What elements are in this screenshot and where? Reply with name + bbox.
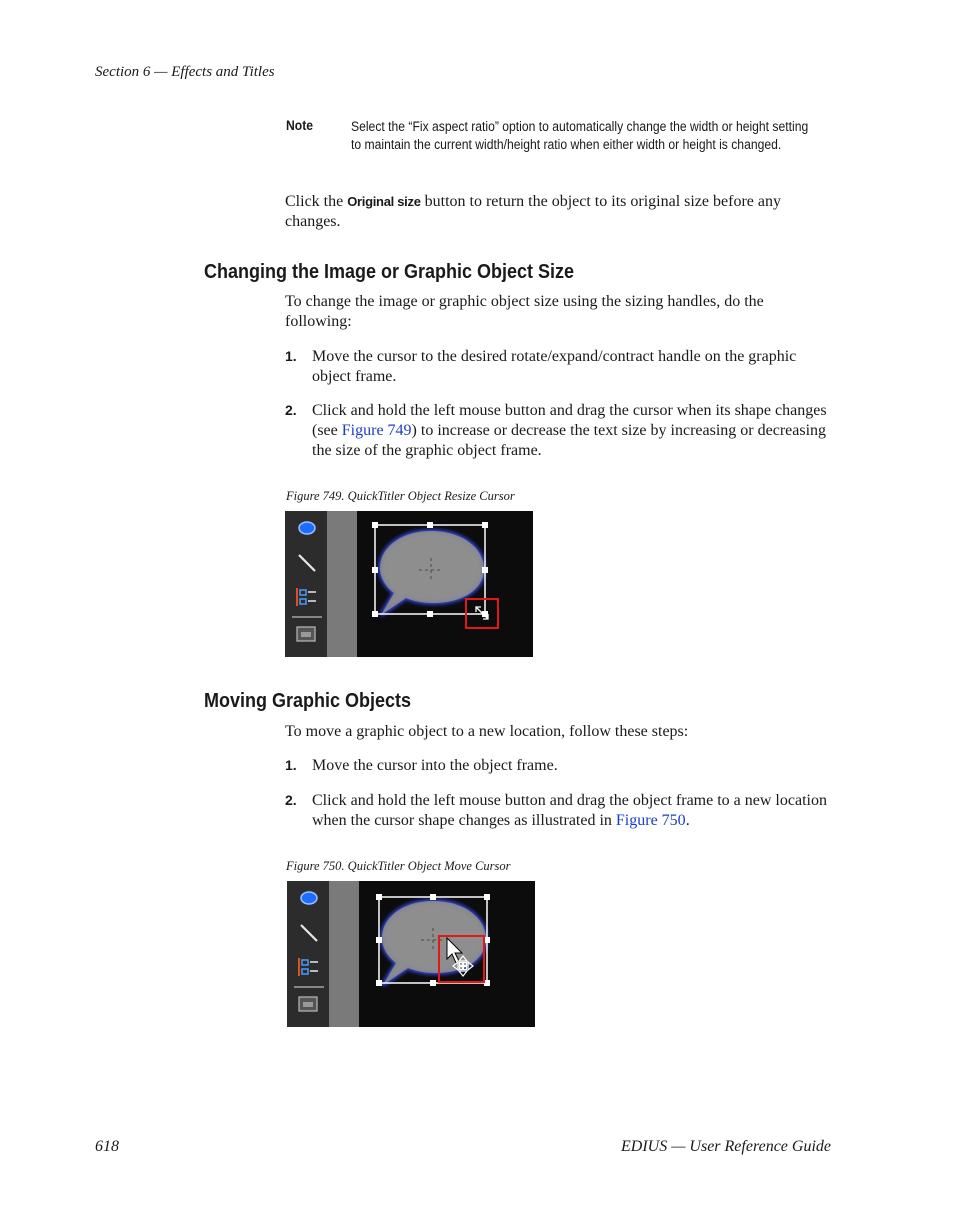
running-footer-title: EDIUS — User Reference Guide xyxy=(620,1138,831,1155)
figure-750-caption: Figure 750. QuickTitler Object Move Cursor xyxy=(286,859,511,873)
section-heading-object-size: Changing the Image or Graphic Object Size xyxy=(204,261,575,283)
speech-bubble-object xyxy=(380,531,484,615)
section-heading-moving-objects: Moving Graphic Objects xyxy=(204,690,412,712)
page-number: 618 xyxy=(95,1138,119,1155)
step-text: Move the cursor to the desired rotate/expand/contract handle on the graphic object frame. xyxy=(312,348,797,385)
resize-cursor-illustration xyxy=(285,511,533,657)
step-number: 2. xyxy=(285,792,297,808)
step-text: Move the cursor into the object frame. xyxy=(312,757,558,774)
section1-intro: To change the image or graphic object size using the sizing handles, do the following: xyxy=(285,293,764,330)
align-tool-icon xyxy=(296,588,316,606)
running-header: Section 6 — Effects and Titles xyxy=(95,64,275,80)
figure-749-image xyxy=(285,511,533,657)
ellipse-tool-icon xyxy=(301,892,317,904)
step-number: 2. xyxy=(285,402,297,418)
original-size-button-label: Original size xyxy=(347,194,421,209)
figure-749-link[interactable]: Figure 749 xyxy=(341,422,412,439)
note-text: Select the “Fix aspect ratio” option to automatically change the width or height setting to maintain the current width/height ratio when either width or height is changed. xyxy=(351,119,809,152)
ellipse-tool-icon xyxy=(299,522,315,534)
step-number: 1. xyxy=(285,348,297,364)
line-tool-icon xyxy=(301,925,317,941)
figure-749-caption: Figure 749. QuickTitler Object Resize Cursor xyxy=(286,489,515,503)
original-size-paragraph: Click the Original size button to return the object to its original size before any changes. xyxy=(285,193,781,230)
step-number: 1. xyxy=(285,757,297,773)
figure-750-link[interactable]: Figure 750 xyxy=(615,812,686,829)
step-text: Click and hold the left mouse button and drag the object frame to a new location when the cursor shape changes as illustrated in Figure 750. xyxy=(312,792,827,829)
move-cursor-illustration xyxy=(287,881,535,1027)
speech-bubble-object xyxy=(382,901,486,985)
line-tool-icon xyxy=(299,555,315,571)
align-tool-icon xyxy=(298,958,318,976)
figure-750-image xyxy=(287,881,535,1027)
step-text: Click and hold the left mouse button and drag the cursor when its shape changes (see Figure 749) to increase or decrease the text size by increasing or decreasing the size of the graphic object frame. xyxy=(312,402,827,459)
section2-intro: To move a graphic object to a new location, follow these steps: xyxy=(285,723,689,740)
note-label: Note xyxy=(286,118,313,133)
